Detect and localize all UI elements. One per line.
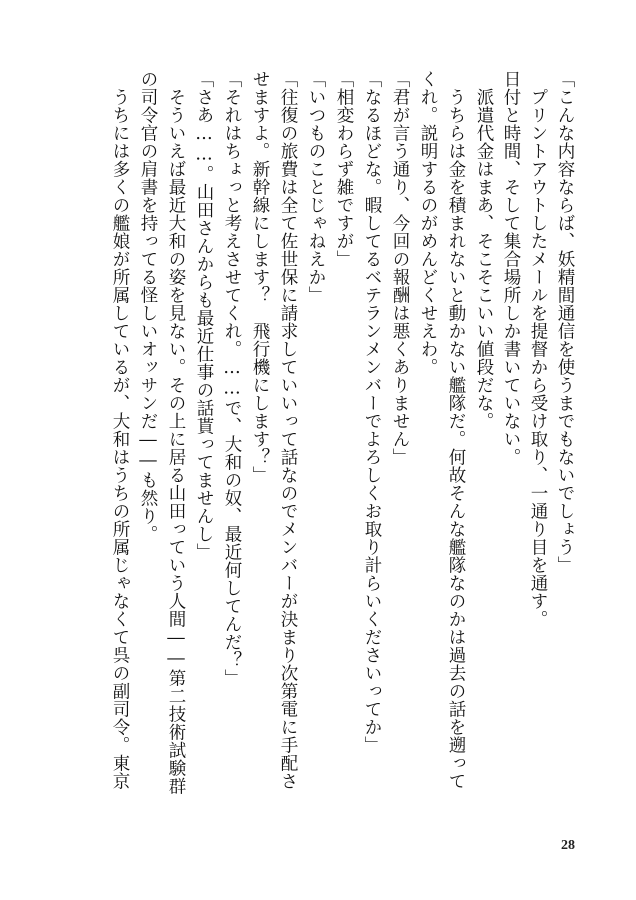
text-line: 「さあ……。山田さんからも最近仕事の話貰ってませんし」 bbox=[194, 70, 214, 561]
text-line: 「いつものことじゃねえか」 bbox=[306, 70, 326, 304]
page-number: 28 bbox=[561, 838, 575, 853]
text-line: 「相変わらず雑ですが」 bbox=[334, 70, 354, 268]
text-line: うちらは金を積まれないと動かない艦隊だ。何故そんな艦隊なのかは過去の話を遡って bbox=[446, 70, 466, 790]
text-line: 日付と時間、そして集合場所しか書いていない。 bbox=[501, 70, 521, 466]
text-line: 「なるほどな。暇してるベテランメンバーでよろしくお取り計らいくださいってか」 bbox=[362, 70, 382, 754]
text-line: 「こんな内容ならば、妖精間通信を使うまでもないでしょう」 bbox=[555, 70, 575, 574]
text-line: 「君が言う通り、今回の報酬は悪くありません」 bbox=[390, 70, 410, 466]
text-line: の司令官の肩書を持ってる怪しいオッサンだ――も然り。 bbox=[138, 70, 158, 543]
text-line: くれ。説明するのがめんどくせえわ。 bbox=[418, 70, 438, 376]
text-line: そういえば最近大和の姿を見ない。その上に居る山田っていう人間――第二技術試験群 bbox=[166, 70, 186, 795]
text-line: プリントアウトしたメールを提督から受け取り、一通り目を通す。 bbox=[528, 70, 548, 628]
text-line: 「それはちょっと考えさせてくれ。……で、大和の奴、最近何してんだ？」 bbox=[222, 70, 242, 687]
text-line: 派遣代金はまあ、そこそこいい値段だな。 bbox=[474, 70, 494, 430]
text-line: せますよ。新幹線にします？ 飛行機にします？」 bbox=[250, 70, 270, 484]
text-line: 「往復の旅費は全て佐世保に請求していいって話なのでメンバーが決まり次第電に手配さ bbox=[278, 70, 298, 790]
text-line: うちには多くの艦娘が所属しているが、大和はうちの所属じゃなくて呉の副司令。東京 bbox=[110, 70, 130, 790]
